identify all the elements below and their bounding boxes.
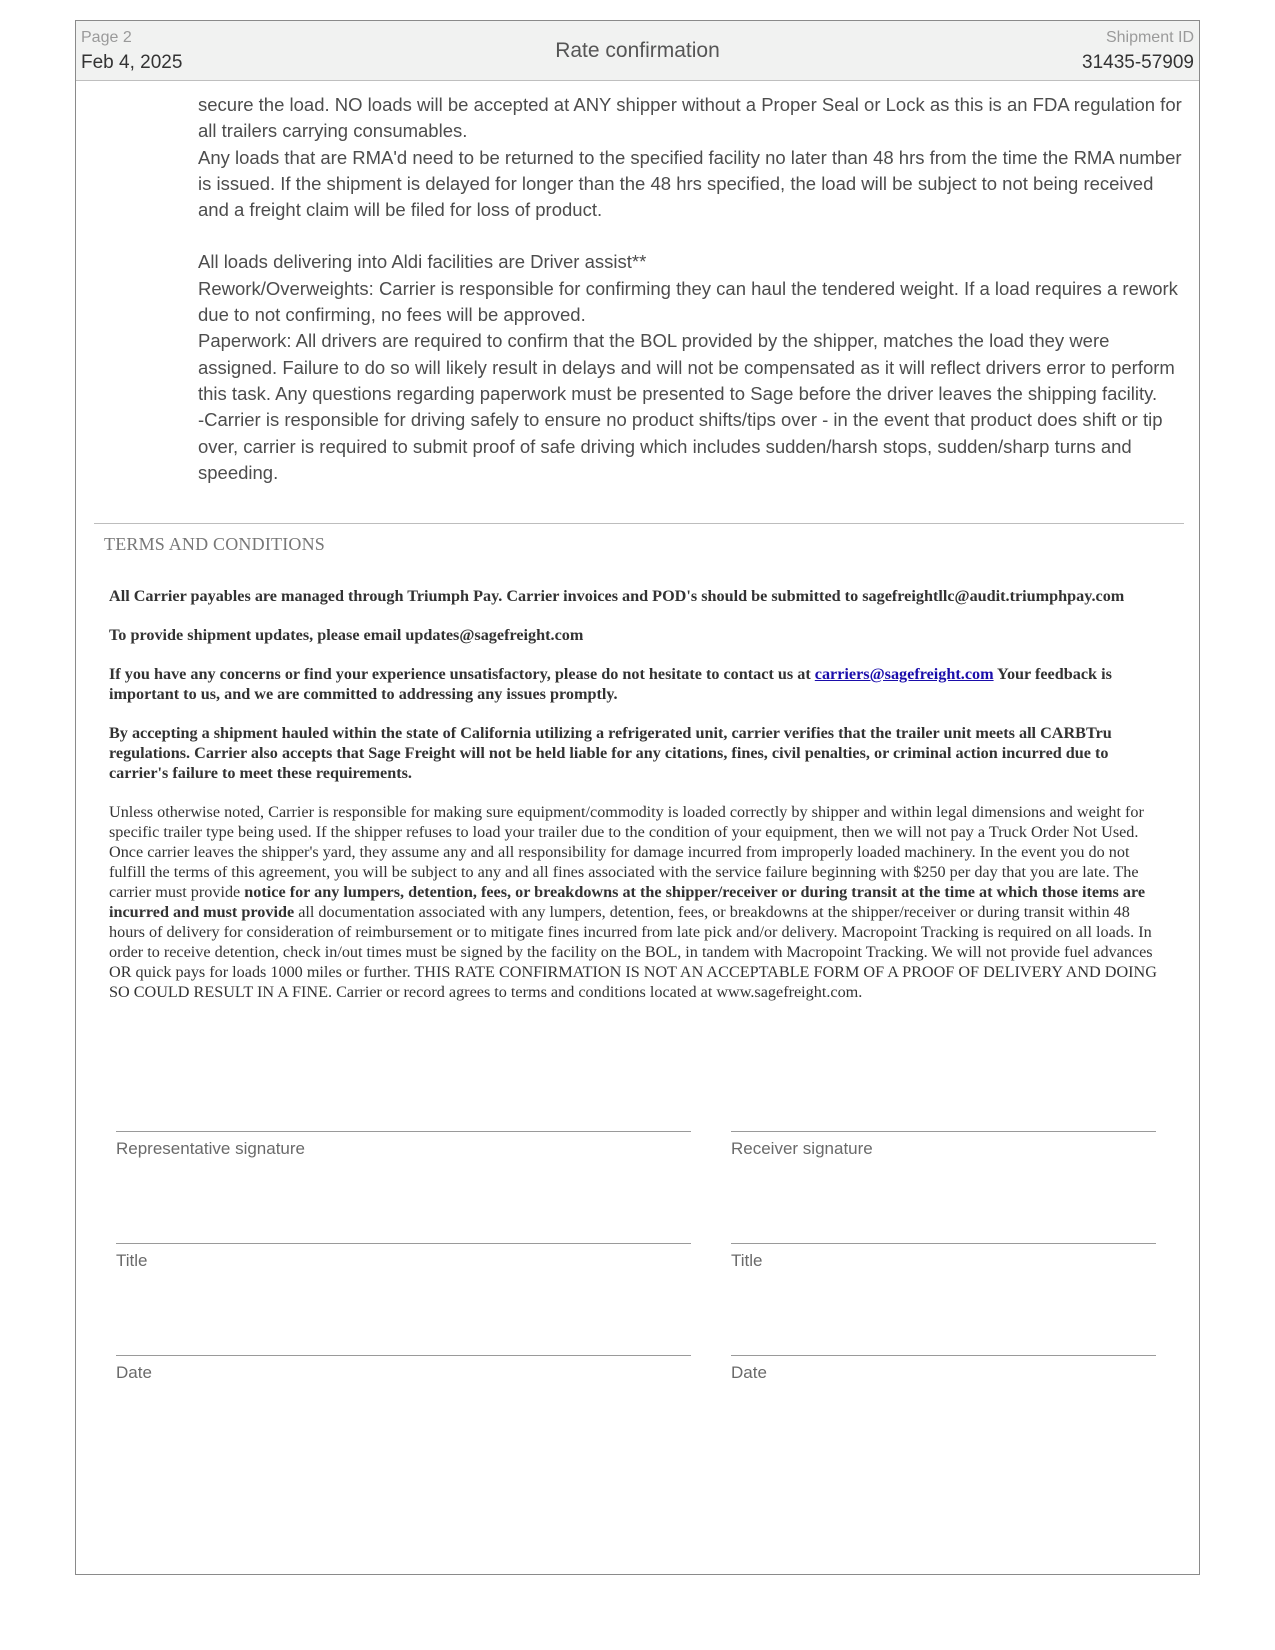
note-rework-overweights: Rework/Overweights: Carrier is responsible for confirming they can haul the tendered weight. If a load requires a rework due to not confirming, no fees will be approved. <box>198 277 1178 326</box>
terms-main-bold: notice for any lumpers, detention, fees, or breakdowns at the shipper/receiver or during transit at the time at which those items are incurred and must provide <box>109 883 1146 921</box>
note-paperwork: Paperwork: All drivers are required to confirm that the BOL provided by the shipper, matches the load they were assigned. Failure to do so will likely result in delays and will not be compensated as it will reflect drivers error to perform this task. Any questions regarding paperwork must be presented to Sage before the driver leaves the shipping facility. <box>198 330 1175 404</box>
shipment-id: 31435-57909 <box>1082 52 1194 73</box>
terms-main-part2: all documentation associated with any lumpers, detention, fees, or breakdowns at the shipper/receiver or during transit within 48 hours of delivery for consideration of reimbursement or to mitigate fines incurred from late pick and/or delivery. Macropoint Tracking is required on all loads. In order to receive detention, check in/out times must be signed by the facility on the BOL, in tandem with Macropoint Tracking. We will not provide fuel advances OR quick pays for loads 1000 miles or further. THIS RATE CONFIRMATION IS NOT AN ACCEPTABLE FORM OF A PROOF OF DELIVERY AND DOING SO COULD RESULT IN A FINE. Carrier or record agrees to terms and conditions located at www.sagefreight.com. <box>109 903 1157 1001</box>
concerns-text-before: If you have any concerns or find your experience unsatisfactory, please do not hesitate to contact us at <box>109 665 811 683</box>
page-header <box>76 21 1199 81</box>
terms-payables: All Carrier payables are managed through Triumph Pay. Carrier invoices and POD's should be submitted to sagefreightllc@audit.triumphpay.com <box>109 587 1125 605</box>
note-seal-requirement: secure the load. NO loads will be accepted at ANY shipper without a Proper Seal or Lock as this is an FDA regulation for all trailers carrying consumables. <box>198 94 1182 142</box>
terms-and-conditions <box>109 586 1169 1021</box>
terms-concerns <box>109 664 1169 704</box>
document-date: Feb 4, 2025 <box>81 52 183 73</box>
section-divider <box>94 523 1184 524</box>
note-aldi-driver-assist: All loads delivering into Aldi facilities are Driver assist** <box>198 251 647 273</box>
special-instructions <box>198 92 1188 486</box>
shipment-id-label: Shipment ID <box>1105 29 1194 46</box>
rep-date-label: Date <box>116 1363 152 1382</box>
document-title: Rate confirmation <box>555 39 720 62</box>
rate-confirmation-page <box>75 20 1200 1575</box>
receiver-signature-label: Receiver signature <box>731 1139 873 1158</box>
receiver-title-line[interactable] <box>731 1243 1156 1244</box>
note-safe-driving: -Carrier is responsible for driving safely to ensure no product shifts/tips over - in the event that product does shift or tip over, carrier is required to submit proof of safe driving which includes sudden/harsh stops, sudden/sharp turns and speeding. <box>198 409 1163 483</box>
rep-signature-line[interactable] <box>116 1131 691 1132</box>
terms-california: By accepting a shipment hauled within the state of California utilizing a refrigerated unit, carrier verifies that the trailer unit meets all CARBTru regulations. Carrier also accepts that Sage Freight will not be held liable for any citations, fines, civil penalties, or criminal action incurred due to carrier's failure to meet these requirements. <box>109 724 1112 782</box>
terms-main <box>109 802 1169 1002</box>
receiver-date-label: Date <box>731 1363 767 1382</box>
terms-heading: TERMS AND CONDITIONS <box>104 534 326 554</box>
receiver-date-line[interactable] <box>731 1355 1156 1356</box>
terms-main-part1: Unless otherwise noted, Carrier is responsible for making sure equipment/commodity is loaded correctly by shipper and within legal dimensions and weight for specific trailer type being used. If the shipper refuses to load your trailer due to the condition of your equipment, then we will not pay a Truck Order Not Used. Once carrier leaves the shipper's yard, they assume any and all responsibility for damage incurred from improperly loaded machinery. In the event you do not fulfill the terms of this agreement, you will be subject to any and all fines associated with the service failure beginning with $250 per day that you are late. The carrier must provide <box>109 803 1144 901</box>
page-number: Page 2 <box>81 29 132 46</box>
rep-title-label: Title <box>116 1251 148 1270</box>
rep-title-line[interactable] <box>116 1243 691 1244</box>
rep-date-line[interactable] <box>116 1355 691 1356</box>
note-rma-returns: Any loads that are RMA'd need to be returned to the specified facility no later than 48 hrs from the time the RMA number is issued. If the shipment is delayed for longer than the 48 hrs specified, the load will be subject to not being received and a freight claim will be filed for loss of product. <box>198 146 1182 221</box>
terms-updates: To provide shipment updates, please email updates@sagefreight.com <box>109 626 584 644</box>
rep-signature-label: Representative signature <box>116 1139 306 1158</box>
carriers-email-link[interactable]: carriers@sagefreight.com <box>814 665 994 683</box>
concerns-text-after: Your feedback is important to us, and we are committed to addressing any issues promptly. <box>109 665 1112 703</box>
receiver-signature-line[interactable] <box>731 1131 1156 1132</box>
receiver-title-label: Title <box>731 1251 763 1270</box>
